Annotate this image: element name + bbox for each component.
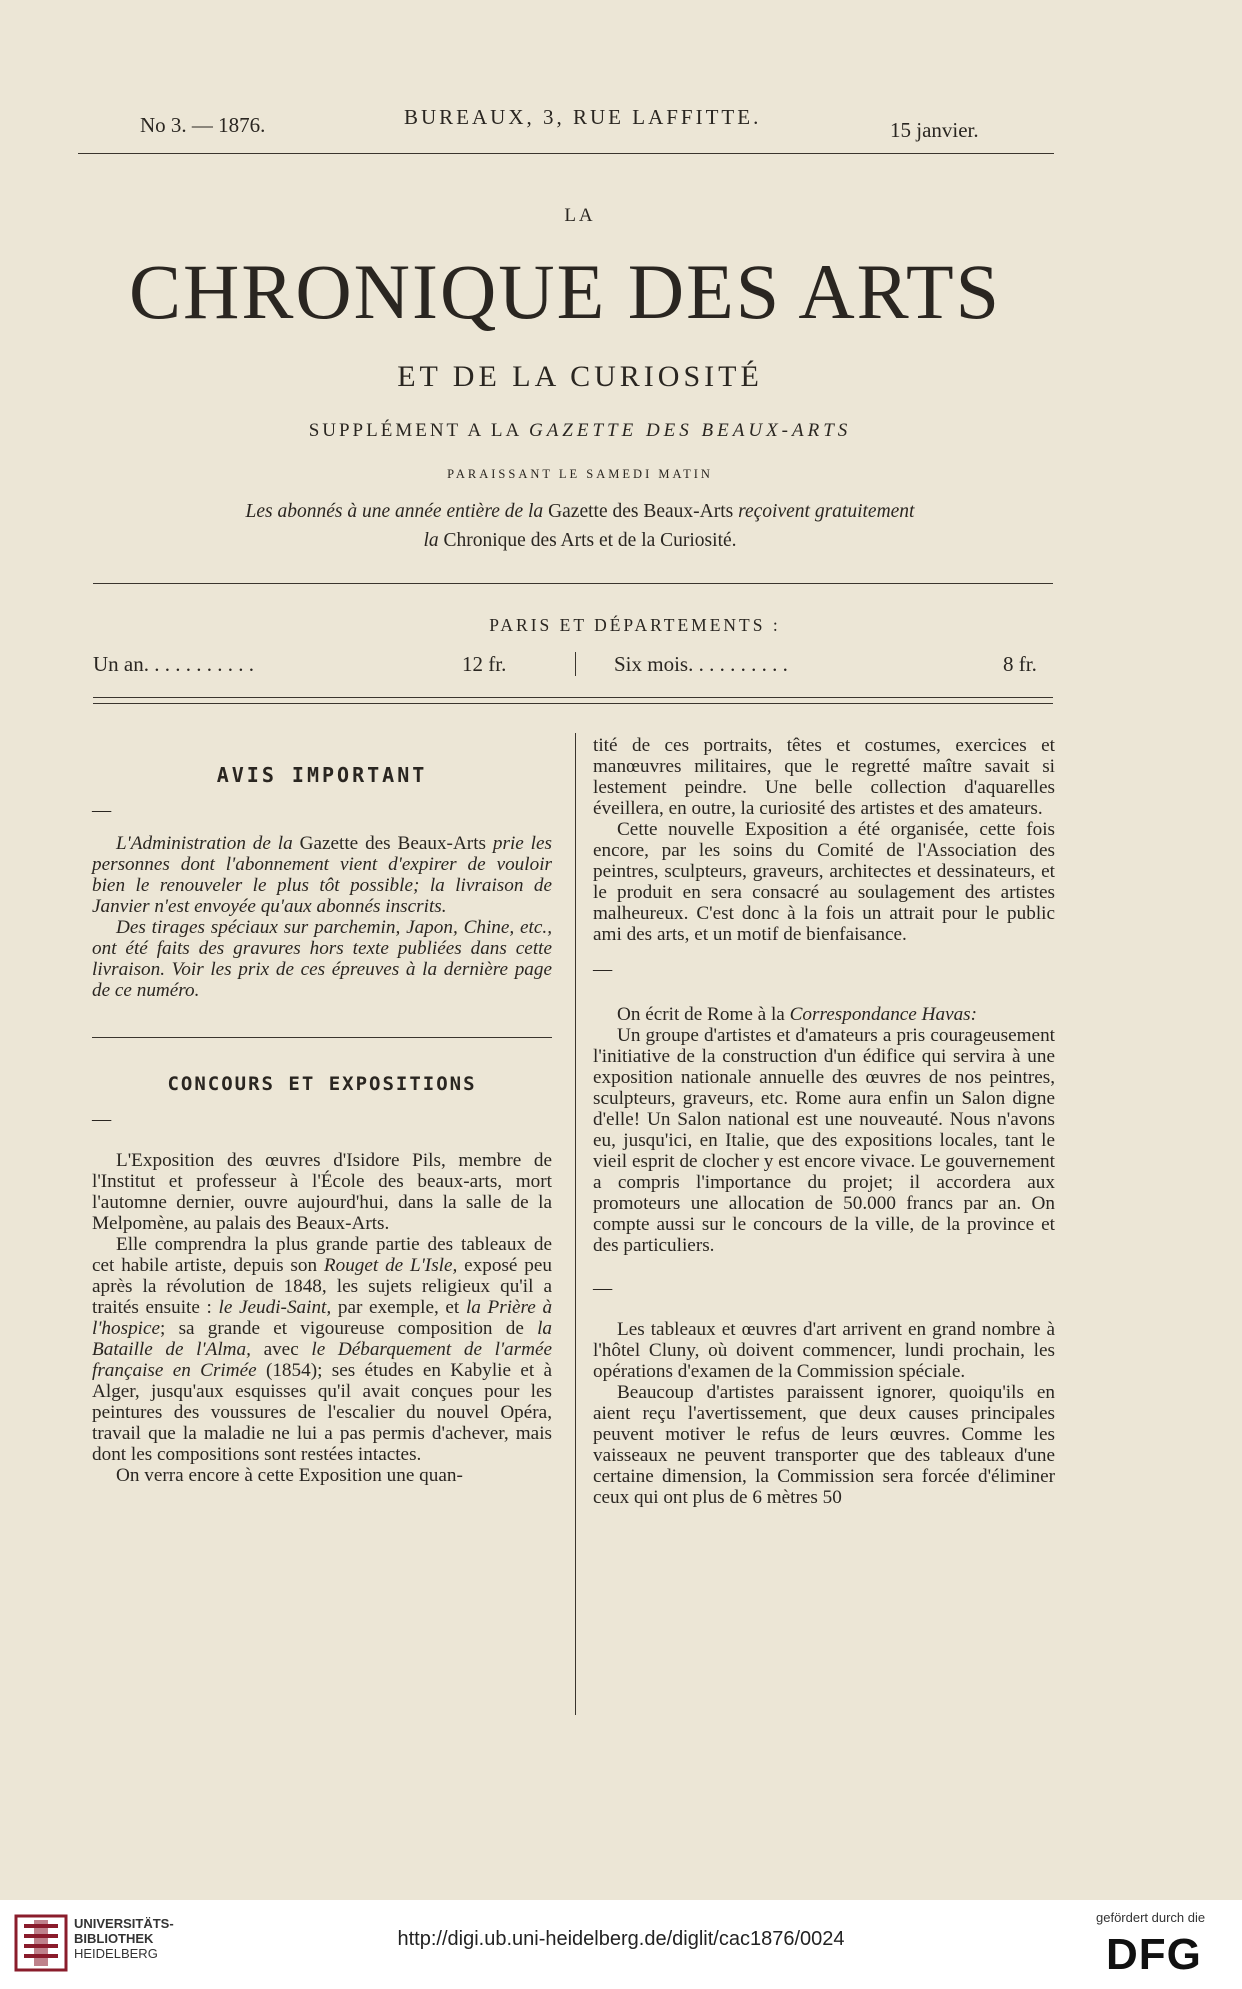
right-paragraph-6: Beaucoup d'artistes paraissent ignorer, quoiqu'ils en aient reçu l'avertissement, que deux causes principales peuvent motiver le refus de leurs œuvres. Comme les vaisseaux ne peuvent transporter que des tableaux d'une certaine dimension, la Commission sera forcée d'éliminer ceux qui ont plus de 6 mètres 50 xyxy=(593,1382,1055,1508)
right-column xyxy=(593,735,1055,1508)
abonnes-line-1 xyxy=(0,501,1160,523)
concours-dash: — xyxy=(92,1109,112,1130)
column-separator xyxy=(575,733,576,1715)
pricing-rule-top xyxy=(93,697,1053,698)
p2-g: ; sa grande et vigoureuse composition de xyxy=(160,1318,524,1339)
pricing-heading: PARIS ET DÉPARTEMENTS : xyxy=(489,615,781,635)
p2-j: le Débarquement de l'armée française en Crimée xyxy=(92,1339,552,1381)
price-year-label: Un an. . . . . . . . . . . xyxy=(93,652,254,676)
left-column xyxy=(92,765,552,1486)
avis-p1-a: L'Administration de la xyxy=(116,833,293,854)
price-year-value: 12 fr. xyxy=(462,652,507,676)
abonnes-gazette: Gazette des Beaux-Arts xyxy=(548,501,734,522)
library-line-3: HEIDELBERG xyxy=(74,1946,158,1961)
avis-rule xyxy=(92,1037,552,1038)
avis-paragraph-1 xyxy=(92,833,552,917)
p2-a: Elle comprendra la plus grande partie des tableaux de cet habile artiste, depuis son xyxy=(92,1234,552,1276)
funded-by-label: gefördert durch die xyxy=(1096,1910,1206,1925)
avis-p1-c: prie les personnes dont l'abonnement vient d'expirer de vouloir bien le renouveler le plus tôt possible; la livraison de Janvier n'est envoyée qu'aux abonnés inscrits. xyxy=(92,833,552,917)
supplement-gazette: GAZETTE DES BEAUX-ARTS xyxy=(528,420,852,441)
masthead-article: LA xyxy=(564,205,596,226)
price-half-label: Six mois. . . . . . . . . . xyxy=(614,652,788,676)
abonnes-italic: Les abonnés à une année entière de la xyxy=(245,501,544,522)
p2-c: exposé peu après la révolution de 1848, les sujets religieux qu'il a traités ensuite : xyxy=(92,1255,552,1318)
price-divider xyxy=(575,652,576,676)
p2-e: par exemple, et xyxy=(337,1297,460,1318)
right-paragraph-1: tité de ces portraits, têtes et costumes, exercices et manœuvres militaires, que le regretté maître savait si lestement peindre. Une belle collection d'aquarelles éveillera, en outre, la curiosité des artistes et des amateurs. xyxy=(593,735,1055,819)
supplement-line xyxy=(0,420,1160,442)
avis-paragraph-2 xyxy=(92,917,552,1001)
right-paragraph-5: Les tableaux et œuvres d'art arrivent en grand nombre à l'hôtel Cluny, où doivent commencer, lundi prochain, les opérations d'examen de la Commission spéciale. xyxy=(593,1319,1055,1382)
abonnes2-rest: Chronique des Arts et de la Curiosité. xyxy=(443,530,737,551)
right-paragraph-3 xyxy=(593,1004,1055,1025)
p2-b: Rouget de L'Isle, xyxy=(323,1255,458,1276)
supplement-prefix: SUPPLÉMENT A LA xyxy=(308,420,522,441)
library-line-2: BIBLIOTHEK xyxy=(74,1931,154,1946)
bureaux-address: BUREAUX, 3, RUE LAFFITTE. xyxy=(404,105,762,129)
avis-dash: — xyxy=(92,800,112,821)
p2-h: la Bataille de l'Alma, xyxy=(92,1318,552,1360)
library-line-1: UNIVERSITÄTS- xyxy=(74,1916,174,1931)
p2-f: la Prière à l'hospice xyxy=(92,1297,553,1339)
frequency-line: PARAISSANT LE SAMEDI MATIN xyxy=(447,467,713,481)
dfg-logo: DFG xyxy=(1106,1930,1202,1979)
abonnes2-italic: la xyxy=(423,530,439,551)
masthead-rule xyxy=(93,583,1053,584)
price-half-value: 8 fr. xyxy=(1003,652,1037,676)
issue-number: No 3. — 1876. xyxy=(140,113,266,137)
issue-date: 15 janvier. xyxy=(890,118,979,142)
concours-paragraph-1: L'Exposition des œuvres d'Isidore Pils, membre de l'Institut et professeur à l'École des beaux-arts, mort l'automne dernier, ouvre aujourd'hui, dans la salle de la Melpomène, au palais des Beaux-Arts. xyxy=(92,1150,552,1234)
concours-heading: CONCOURS ET EXPOSITIONS xyxy=(167,1073,477,1095)
masthead-title: CHRONIQUE DES ARTS xyxy=(128,248,1002,335)
abonnes-end: reçoivent gratuitement xyxy=(738,501,915,522)
avis-heading: AVIS IMPORTANT xyxy=(216,763,428,787)
p2-i: avec xyxy=(263,1339,299,1360)
concours-paragraph-2 xyxy=(92,1234,552,1465)
right-dash-1: — xyxy=(593,959,613,980)
footer-bar xyxy=(0,1900,1242,1989)
p2-d: le Jeudi-Saint, xyxy=(218,1297,332,1318)
header-rule xyxy=(78,153,1054,154)
source-url[interactable]: http://digi.ub.uni-heidelberg.de/diglit/cac1876/0024 xyxy=(397,1928,845,1950)
masthead-subtitle: ET DE LA CURIOSITÉ xyxy=(397,360,763,393)
right-dash-2: — xyxy=(593,1278,613,1299)
right-paragraph-2: Cette nouvelle Exposition a été organisée, cette fois encore, par les soins du Comité de l'Association des peintres, sculpteurs, graveurs, architectes et dessinateurs, et le produit en sera consacré au soulagement des artistes malheureux. C'est donc à la fois un attrait pour le public ami des arts, et un motif de bienfaisance. xyxy=(593,819,1055,945)
abonnes-line-2 xyxy=(0,530,1160,552)
pricing-rule-bottom xyxy=(93,703,1053,704)
concours-paragraph-3: On verra encore à cette Exposition une quan- xyxy=(116,1465,463,1486)
p3-b: Correspondance Havas: xyxy=(789,1004,978,1025)
right-paragraph-4: Un groupe d'artistes et d'amateurs a pris courageusement l'initiative de la construction d'un édifice qui servira à une exposition nationale annuelle des œuvres de nos peintres, sculpteurs, graveurs, etc. Rome aura enfin un Salon digne d'elle! Un Salon national est une nouveauté. Nous n'avons eu, jusqu'ici, en Italie, que des expositions locales, tant le vieil esprit de clocher y est encore vivace. Le gouvernement a compris l'importance du projet; il accordera aux promoteurs une allocation de 50.000 francs par an. On compte aussi sur le concours de la ville, de la province et des particuliers. xyxy=(593,1025,1055,1256)
avis-p1-b: Gazette des Beaux-Arts xyxy=(299,833,486,854)
p3-a: On écrit de Rome à la xyxy=(617,1004,785,1025)
avis-p2: Des tirages spéciaux sur parchemin, Japon, Chine, etc., ont été faits des gravures hors texte publiées dans cette livraison. Voir les prix de ces épreuves à la dernière page de ce numéro. xyxy=(92,917,552,1001)
p2-k: (1854); ses études en Kabylie et à Alger, jusqu'aux esquisses qu'il avait conçues pour les peintures des voussures de l'escalier du nouvel Opéra, travail que la maladie ne lui a pas permis d'achever, mais dont les compositions sont restées intactes. xyxy=(92,1360,552,1465)
